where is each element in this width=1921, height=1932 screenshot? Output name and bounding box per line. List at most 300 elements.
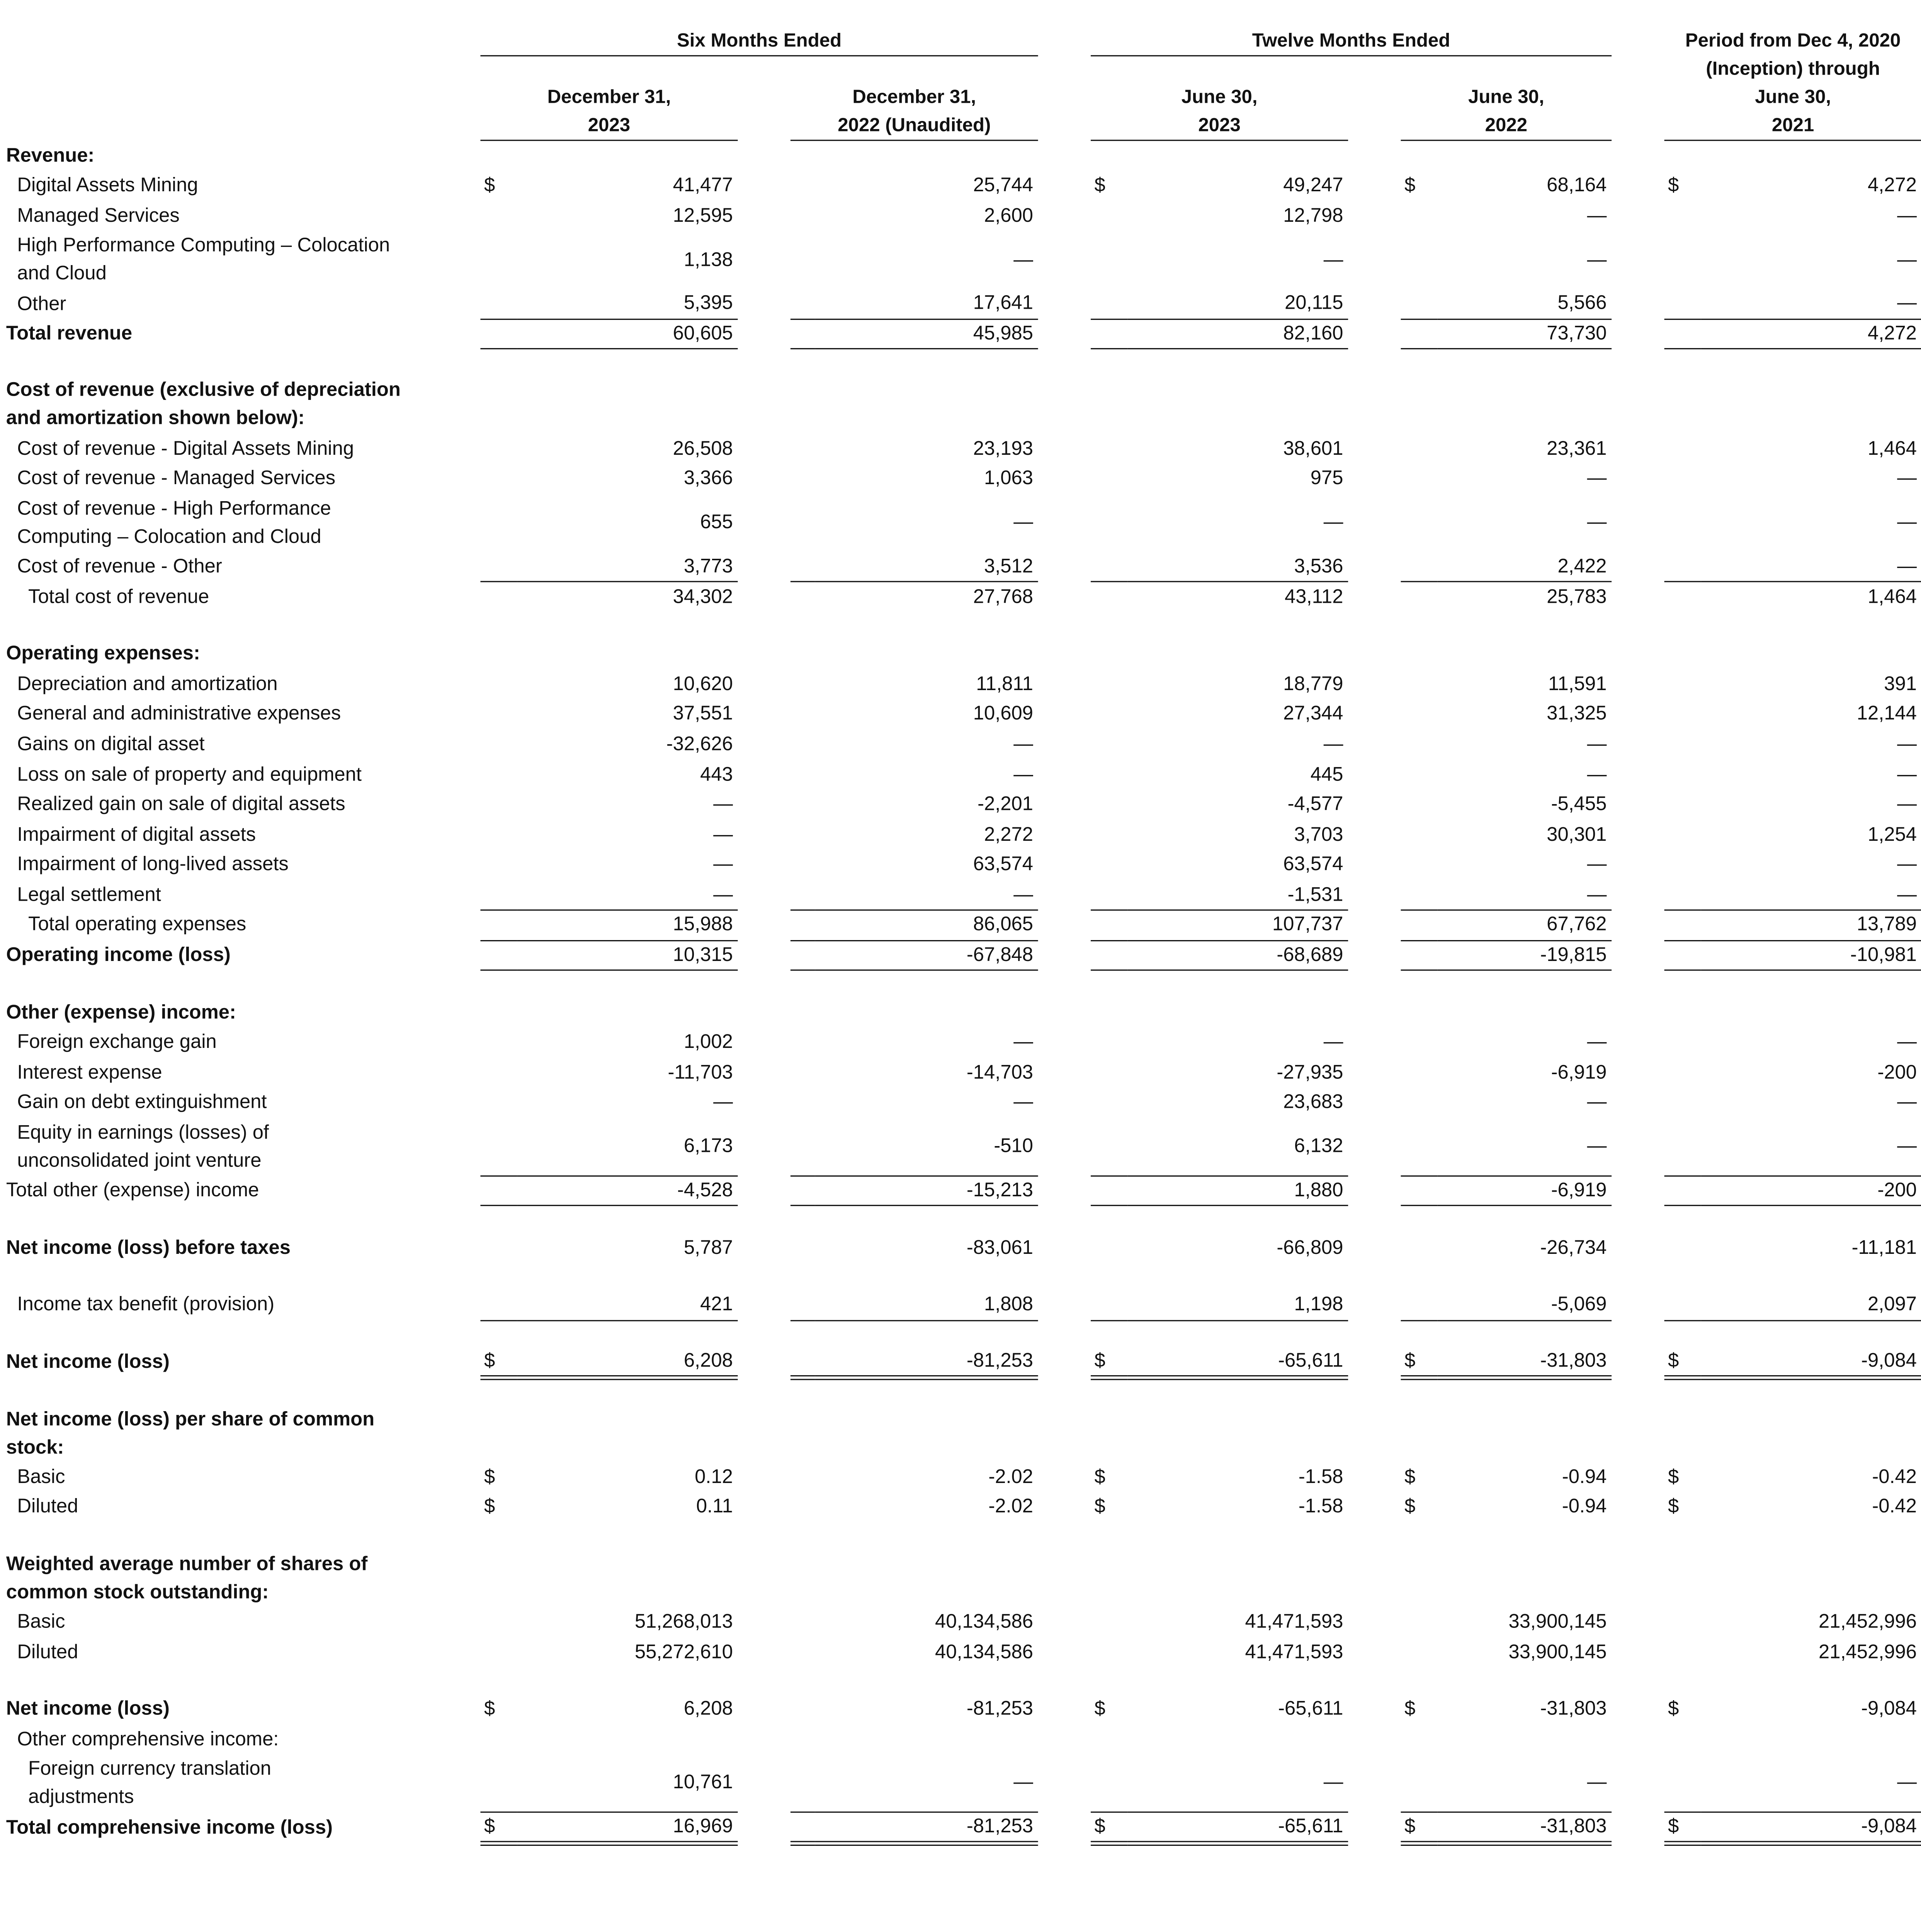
cell-value: -31,803 [1540, 1699, 1607, 1720]
cell-value: 49,247 [1283, 175, 1343, 197]
column-header-line: 2021 [1771, 115, 1814, 136]
spacer-row [0, 971, 1921, 998]
spacer-row [0, 1522, 1921, 1549]
cell-value: -6,919 [1438, 1176, 1612, 1206]
column-header-line: June 30, [1181, 87, 1258, 108]
currency-symbol: $ [484, 1699, 495, 1720]
cell-value: — [1897, 794, 1917, 815]
row-label: Operating income (loss) [6, 945, 231, 966]
cell-value: 55,272,610 [634, 1642, 733, 1663]
row-label: Foreign currency translation adjustments [28, 1759, 272, 1808]
spacer-row [0, 1667, 1921, 1694]
column-header-line: June 30, [1468, 87, 1544, 108]
cell-value: -10,981 [1701, 940, 1921, 971]
cell-value: 12,595 [673, 206, 733, 227]
table-row [0, 231, 1921, 289]
cell-value: — [1701, 552, 1921, 582]
table-row [0, 1028, 1921, 1058]
cell-value: — [1587, 764, 1607, 785]
spacer-row [0, 1263, 1921, 1290]
cell-value: -2.02 [988, 1497, 1033, 1518]
cell-value: 23,193 [973, 438, 1033, 459]
cell-value: 31,325 [1547, 704, 1607, 725]
cell-value: — [1701, 880, 1921, 910]
cell-value: -9,084 [1701, 1347, 1921, 1378]
table-row-total [0, 910, 1921, 940]
row-label: Cost of revenue - Digital Assets Mining [17, 438, 354, 459]
row-label: Total cost of revenue [28, 586, 209, 607]
cell-value: 37,551 [673, 704, 733, 725]
row-label: Realized gain on sale of digital assets [17, 794, 345, 815]
table-row [0, 552, 1921, 582]
table-row-revenue-header [0, 141, 1921, 171]
cell-value: -31,803 [1438, 1812, 1612, 1844]
cell-value: -68,689 [1127, 940, 1348, 971]
column-header-line: Period from Dec 4, 2020 [1685, 31, 1901, 52]
cell-value: 3,512 [815, 552, 1038, 582]
currency-symbol: $ [1664, 1347, 1701, 1378]
cell-value: -1,531 [1127, 880, 1348, 910]
cell-value: 4,272 [1867, 175, 1917, 197]
cell-value: — [1897, 206, 1917, 227]
cell-value: — [1701, 1755, 1921, 1812]
cell-value: -19,815 [1438, 940, 1612, 971]
currency-symbol: $ [484, 1467, 495, 1488]
cell-value: 5,395 [517, 289, 738, 319]
cell-value: -81,253 [815, 1347, 1038, 1378]
row-label: Interest expense [17, 1062, 162, 1083]
cell-value: — [713, 824, 733, 845]
cell-value: 25,783 [1547, 587, 1607, 608]
cell-value: 5,787 [683, 1237, 733, 1259]
row-label: Total revenue [6, 323, 133, 345]
column-header-line: December 31, [547, 87, 671, 108]
column-header-dec-2023 [480, 83, 738, 140]
cell-value: — [1587, 1032, 1607, 1053]
section-label: Other comprehensive income: [17, 1729, 279, 1750]
cell-value: 13,789 [1701, 910, 1921, 940]
section-label: Net income (loss) per share of common stock: [6, 1409, 375, 1458]
currency-symbol: $ [1094, 175, 1105, 197]
cell-value: 23,683 [1283, 1092, 1343, 1114]
cell-value: -65,611 [1127, 1347, 1348, 1378]
cell-value: 2,422 [1438, 552, 1612, 582]
cell-value: -65,611 [1278, 1699, 1343, 1720]
cell-value: 20,115 [1127, 289, 1348, 319]
cell-value: -2,201 [978, 794, 1033, 815]
cell-value: 33,900,145 [1508, 1642, 1607, 1663]
cell-value: -0.42 [1872, 1497, 1917, 1518]
cell-value: 63,574 [973, 854, 1033, 876]
table-row-total [0, 1176, 1921, 1206]
cell-value: — [1897, 764, 1917, 785]
currency-symbol: $ [1668, 1497, 1679, 1518]
table-row [0, 669, 1921, 699]
currency-symbol: $ [480, 1812, 517, 1844]
cell-value: 60,605 [517, 319, 738, 349]
cell-value: 2,097 [1701, 1290, 1921, 1320]
cell-value: 10,761 [517, 1755, 738, 1812]
cell-value: -1.58 [1298, 1497, 1343, 1518]
cell-value: 421 [517, 1290, 738, 1320]
cell-value: — [1013, 1092, 1033, 1114]
statement-of-operations-table [0, 141, 1921, 1846]
cell-value: — [1323, 250, 1343, 271]
row-label: Cost of revenue - Managed Services [17, 468, 336, 490]
cell-value: 34,302 [673, 587, 733, 608]
cell-value: 68,164 [1547, 175, 1607, 197]
cell-value: 23,361 [1547, 438, 1607, 459]
cell-value: 27,768 [973, 587, 1033, 608]
cell-value: — [1438, 1755, 1612, 1812]
currency-symbol: $ [1401, 1347, 1438, 1378]
table-row [0, 790, 1921, 820]
cell-value: 4,272 [1701, 319, 1921, 349]
cell-value: -81,253 [966, 1699, 1033, 1720]
cell-value: 12,144 [1856, 704, 1917, 725]
row-label: Cost of revenue - Other [17, 556, 222, 577]
column-header-inception-2021 [1664, 27, 1921, 140]
cell-value: 11,811 [976, 673, 1033, 695]
cell-value: 86,065 [815, 910, 1038, 940]
cell-value: — [1587, 468, 1607, 490]
currency-symbol: $ [1094, 1497, 1105, 1518]
cell-value: -0.94 [1562, 1497, 1607, 1518]
table-row [0, 289, 1921, 319]
table-row [0, 201, 1921, 231]
cell-value: 107,737 [1127, 910, 1348, 940]
column-header-line: December 31, [852, 87, 976, 108]
table-row [0, 464, 1921, 494]
currency-symbol: $ [1664, 1812, 1701, 1844]
row-label: Net income (loss) [6, 1352, 170, 1373]
row-label: Gain on debt extinguishment [17, 1092, 267, 1114]
column-header-dec-2022 [790, 83, 1038, 140]
cell-value: -26,734 [1540, 1237, 1607, 1259]
cell-value: — [1587, 250, 1607, 271]
group-header-twelve-months: Twelve Months Ended [1252, 31, 1450, 52]
cell-value: 1,138 [683, 250, 733, 271]
spacer-row [0, 1320, 1921, 1347]
cell-value: 1,464 [1867, 587, 1917, 608]
row-label: Gains on digital asset [17, 734, 205, 755]
cell-value: — [1587, 512, 1607, 534]
cell-value: 1,198 [1127, 1290, 1348, 1320]
cell-value: -66,809 [1277, 1237, 1343, 1259]
cell-value: — [517, 880, 738, 910]
row-label: Managed Services [17, 206, 180, 227]
cell-value: — [1587, 1092, 1607, 1114]
spacer-row [0, 1378, 1921, 1405]
table-row [0, 850, 1921, 880]
cell-value: — [1013, 512, 1033, 534]
table-row [0, 1088, 1921, 1118]
section-label: Weighted average number of shares of common stock outstanding: [6, 1554, 368, 1603]
column-header-jun-2022 [1401, 83, 1612, 140]
cell-value: -510 [815, 1118, 1038, 1176]
currency-symbol: $ [1404, 175, 1416, 197]
cell-value: 0.12 [695, 1467, 733, 1488]
table-row [0, 820, 1921, 850]
column-header-line: June 30, [1755, 87, 1831, 108]
cell-value: — [1013, 1032, 1033, 1053]
table-row [0, 730, 1921, 760]
cell-value: 1,002 [683, 1032, 733, 1053]
cell-value: -0.42 [1872, 1467, 1917, 1488]
currency-symbol: $ [484, 175, 495, 197]
table-row [0, 1492, 1921, 1522]
cell-value: -200 [1877, 1062, 1917, 1083]
cell-value: 445 [1310, 764, 1343, 785]
table-row-cost-header [0, 376, 1921, 434]
cell-value: — [815, 880, 1038, 910]
table-row-other-header [0, 998, 1921, 1028]
table-row [0, 1058, 1921, 1088]
table-row-total-comprehensive [0, 1812, 1921, 1844]
row-label: Impairment of long-lived assets [17, 854, 289, 876]
currency-symbol: $ [1404, 1467, 1416, 1488]
row-label: Impairment of digital assets [17, 824, 256, 845]
cell-value: 2,600 [984, 206, 1033, 227]
cell-value: 2,272 [984, 824, 1033, 845]
cell-value: 63,574 [1283, 854, 1343, 876]
cell-value: — [815, 1755, 1038, 1812]
cell-value: — [1323, 734, 1343, 755]
currency-symbol: $ [1091, 1347, 1127, 1378]
cell-value: 41,477 [673, 175, 733, 197]
cell-value: -5,069 [1438, 1290, 1612, 1320]
cell-value: -32,626 [666, 734, 733, 755]
row-label: Digital Assets Mining [17, 175, 198, 197]
cell-value: 51,268,013 [634, 1612, 733, 1633]
currency-symbol: $ [1668, 1699, 1679, 1720]
cell-value: — [713, 854, 733, 876]
cell-value: — [1587, 734, 1607, 755]
cell-value: 41,471,593 [1245, 1642, 1343, 1663]
currency-symbol: $ [1401, 1812, 1438, 1844]
cell-value: 21,452,996 [1819, 1612, 1917, 1633]
table-row-operating-income [0, 940, 1921, 971]
group-header-six-months: Six Months Ended [677, 31, 842, 52]
column-header-line: 2023 [1198, 115, 1241, 136]
row-label: Depreciation and amortization [17, 673, 278, 695]
row-label: Loss on sale of property and equipment [17, 764, 362, 785]
spacer-row [0, 349, 1921, 376]
cell-value: 1,254 [1867, 824, 1917, 845]
cell-value: 82,160 [1127, 319, 1348, 349]
currency-symbol: $ [1091, 1812, 1127, 1844]
cell-value: 38,601 [1283, 438, 1343, 459]
cell-value: — [1897, 854, 1917, 876]
cell-value: 10,609 [973, 704, 1033, 725]
cell-value: — [1701, 1118, 1921, 1176]
row-label: Total operating expenses [28, 915, 246, 936]
cell-value: — [1587, 206, 1607, 227]
table-row-net-income [0, 1347, 1921, 1378]
cell-value: -27,935 [1277, 1062, 1343, 1083]
section-label: Other (expense) income: [6, 1002, 236, 1023]
table-row [0, 171, 1921, 201]
cell-value: -83,061 [966, 1237, 1033, 1259]
cell-value: 655 [700, 512, 733, 534]
cell-value: 3,703 [1294, 824, 1343, 845]
currency-symbol: $ [1668, 1467, 1679, 1488]
row-label: Diluted [17, 1642, 78, 1663]
cell-value: -31,803 [1438, 1347, 1612, 1378]
cell-value: -11,181 [1851, 1237, 1917, 1259]
cell-value: 0.11 [696, 1497, 733, 1518]
cell-value: -14,703 [966, 1062, 1033, 1083]
column-header-jun-2023 [1091, 83, 1348, 140]
table-row [0, 1755, 1921, 1812]
cell-value: — [1013, 250, 1033, 271]
currency-symbol: $ [480, 1347, 517, 1378]
spacer-row [0, 1206, 1921, 1233]
row-label: Diluted [17, 1497, 78, 1518]
row-label: Net income (loss) before taxes [6, 1237, 291, 1259]
table-row [0, 1637, 1921, 1667]
table-row-shares-header [0, 1549, 1921, 1607]
cell-value: -15,213 [815, 1176, 1038, 1206]
cell-value: — [1013, 764, 1033, 785]
table-row [0, 1607, 1921, 1637]
cell-value: -0.94 [1562, 1467, 1607, 1488]
cell-value: 21,452,996 [1819, 1642, 1917, 1663]
currency-symbol: $ [1404, 1497, 1416, 1518]
currency-symbol: $ [484, 1497, 495, 1518]
table-row [0, 699, 1921, 730]
row-label: Cost of revenue - High Performance Computing – Colocation and Cloud [17, 498, 331, 548]
row-label: Legal settlement [17, 884, 161, 906]
column-header-line: 2022 [1485, 115, 1528, 136]
cell-value: — [1897, 468, 1917, 490]
row-label: Net income (loss) [6, 1699, 170, 1720]
group-header-six-months-rule [480, 55, 1038, 56]
cell-value: -67,848 [815, 940, 1038, 971]
cell-value: 975 [1310, 468, 1343, 490]
cell-value: 18,779 [1283, 673, 1343, 695]
cell-value: — [1323, 1032, 1343, 1053]
cell-value: 67,762 [1438, 910, 1612, 940]
cell-value: 45,985 [815, 319, 1038, 349]
currency-symbol: $ [1404, 1699, 1416, 1720]
column-header-line: 2023 [588, 115, 631, 136]
row-label: General and administrative expenses [17, 704, 341, 725]
table-row [0, 434, 1921, 464]
row-label: Other [17, 293, 66, 315]
cell-value: 6,173 [517, 1118, 738, 1176]
row-label: Total comprehensive income (loss) [6, 1817, 333, 1838]
row-label: High Performance Computing – Colocation and Cloud [17, 235, 390, 285]
row-label: Basic [17, 1612, 65, 1633]
cell-value: 1,880 [1127, 1176, 1348, 1206]
table-row-total [0, 319, 1921, 349]
cell-value: — [1323, 512, 1343, 534]
cell-value: -81,253 [815, 1812, 1038, 1844]
cell-value: -5,455 [1551, 794, 1607, 815]
row-label: Income tax benefit (provision) [17, 1294, 275, 1316]
cell-value: — [1701, 289, 1921, 319]
cell-value: 43,112 [1285, 587, 1343, 608]
cell-value: 12,798 [1283, 206, 1343, 227]
cell-value: 41,471,593 [1245, 1612, 1343, 1633]
cell-value: 17,641 [815, 289, 1038, 319]
cell-value: -1.58 [1298, 1467, 1343, 1488]
cell-value: 40,134,586 [935, 1642, 1033, 1663]
cell-value: 391 [1884, 673, 1917, 695]
column-header-line: 2022 (Unaudited) [838, 115, 991, 136]
cell-value: 5,566 [1438, 289, 1612, 319]
cell-value: -4,577 [1287, 794, 1343, 815]
section-label: Cost of revenue (exclusive of depreciation and amortization shown below): [6, 380, 401, 430]
cell-value: 25,744 [973, 175, 1033, 197]
cell-value: — [1897, 512, 1917, 534]
cell-value: 16,969 [517, 1812, 738, 1844]
cell-value: — [713, 794, 733, 815]
cell-value: — [1897, 1092, 1917, 1114]
table-row [0, 760, 1921, 790]
cell-value: — [1127, 1755, 1348, 1812]
cell-value: — [1438, 1118, 1612, 1176]
cell-value: — [1438, 880, 1612, 910]
table-row-oci-header [0, 1725, 1921, 1755]
cell-value: — [1587, 854, 1607, 876]
cell-value: 73,730 [1438, 319, 1612, 349]
cell-value: 1,464 [1867, 438, 1917, 459]
table-row [0, 1462, 1921, 1492]
table-row-eps-header [0, 1405, 1921, 1462]
cell-value: 443 [700, 764, 733, 785]
table-row-income-tax [0, 1290, 1921, 1320]
cell-value: 6,208 [517, 1347, 738, 1378]
cell-value: 1,808 [815, 1290, 1038, 1320]
cell-value: -2.02 [988, 1467, 1033, 1488]
column-header-line: (Inception) through [1706, 59, 1880, 80]
cell-value: 26,508 [673, 438, 733, 459]
table-row-net-income-2 [0, 1694, 1921, 1725]
group-header-twelve-months-rule [1091, 55, 1612, 56]
cell-value: — [713, 1092, 733, 1114]
cell-value: 3,536 [1127, 552, 1348, 582]
cell-value: 15,988 [517, 910, 738, 940]
spacer-row [0, 612, 1921, 639]
cell-value: 6,208 [683, 1699, 733, 1720]
row-label: Foreign exchange gain [17, 1032, 217, 1053]
cell-value: 11,591 [1548, 673, 1607, 695]
cell-value: -11,703 [668, 1062, 733, 1083]
cell-value: 3,366 [683, 468, 733, 490]
row-label: Basic [17, 1467, 65, 1488]
cell-value: -65,611 [1127, 1812, 1348, 1844]
cell-value: 30,301 [1547, 824, 1607, 845]
cell-value: 27,344 [1283, 704, 1343, 725]
cell-value: -6,919 [1551, 1062, 1607, 1083]
cell-value: -9,084 [1701, 1812, 1921, 1844]
cell-value: -200 [1701, 1176, 1921, 1206]
cell-value: 40,134,586 [935, 1612, 1033, 1633]
section-label: Operating expenses: [6, 643, 200, 665]
cell-value: — [1897, 734, 1917, 755]
cell-value: 33,900,145 [1508, 1612, 1607, 1633]
section-label: Revenue: [6, 145, 95, 167]
row-label: Equity in earnings (losses) of unconsolidated joint venture [17, 1122, 269, 1172]
cell-value: -4,528 [517, 1176, 738, 1206]
table-row [0, 880, 1921, 910]
cell-value: 1,063 [984, 468, 1033, 490]
cell-value: — [1013, 734, 1033, 755]
table-row-total [0, 582, 1921, 612]
row-label: Total other (expense) income [6, 1180, 259, 1201]
